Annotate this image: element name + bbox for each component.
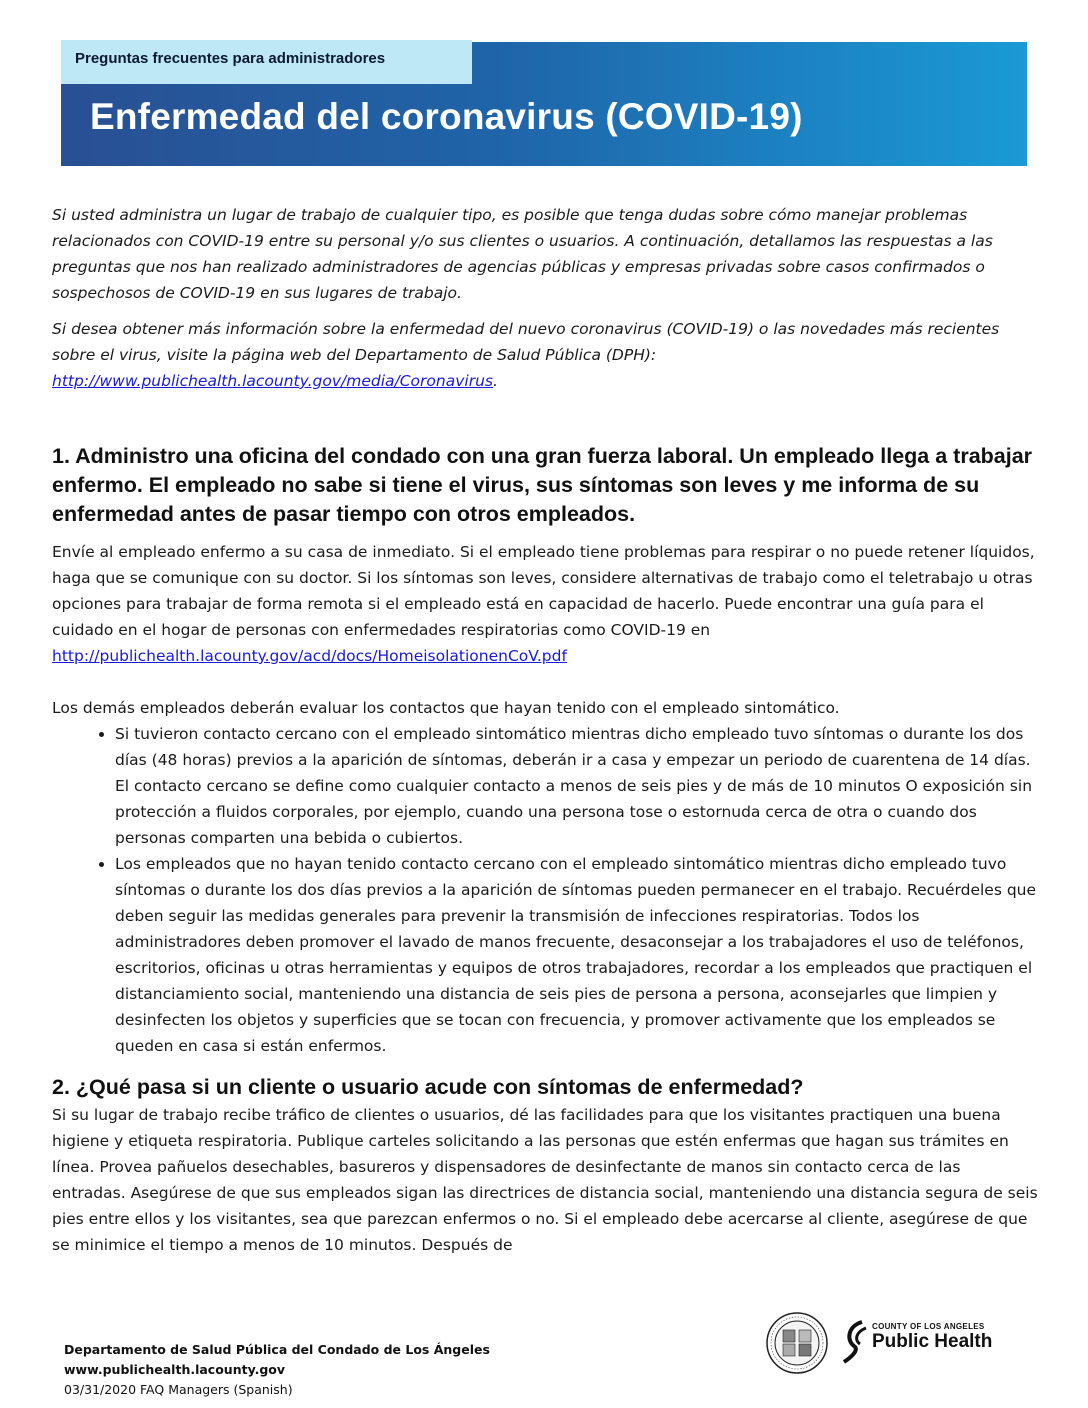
home-isolation-guide-link[interactable]: http://publichealth.lacounty.gov/acd/docs/HomeisolationenCoV.pdf — [52, 647, 567, 665]
footer-doc-id: 03/31/2020 FAQ Managers (Spanish) — [64, 1382, 293, 1397]
question-1-heading: 1. Administro una oficina del condado con una gran fuerza laboral. Un empleado llega a trabajar enfermo. El empleado no sabe si tiene el virus, sus síntomas son leves y me informa de su enfermedad antes de pasar tiempo con otros empleados. — [52, 444, 1033, 526]
question-1-answer — [52, 539, 1038, 669]
county-seal-icon — [766, 1312, 828, 1374]
footer-department: Departamento de Salud Pública del Condado de Los Ángeles — [64, 1342, 490, 1357]
question-1-answer-text: Envíe al empleado enfermo a su casa de inmediato. Si el empleado tiene problemas para respirar o no puede retener líquidos, haga que se comunique con su doctor. Si los síntomas son leves, considere alternativas de trabajo como el teletrabajo u otras opciones para trabajar de forma remota si el empleado está en capacidad de hacerlo. Puede encontrar una guía para el cuidado en el hogar de personas con enfermedades respiratorias como COVID-19 en — [52, 543, 1035, 639]
intro-more-info — [52, 316, 1038, 394]
footer-website: www.publichealth.lacounty.gov — [64, 1362, 286, 1377]
list-item: • Los empleados que no hayan tenido contacto cercano con el empleado sintomático mientras dicho empleado tuvo síntomas o durante los dos días previos a la aparición de síntomas pueden permanecer en el trabajo. Recuérdeles que deben seguir las medidas generales para prevenir la transmisión de infecciones respiratorias. Todos los administradores deben promover el lavado de manos frecuente, desaconsejar a los trabajadores el uso de teléfonos, escritorios, oficinas u otras herramientas y equipos de otros trabajadores, recordar a los empleados que practiquen el distanciamiento social, manteniendo una distancia de seis pies de persona a persona, aconsejarles que limpien y desinfecten los objetos y superficies que se tocan con frecuencia, y promover activamente que los empleados se queden en casa si están enfermos. — [115, 851, 1038, 1059]
page-title: Enfermedad del coronavirus (COVID-19) — [90, 96, 803, 137]
intro-more-info-text: Si desea obtener más información sobre la enfermedad del nuevo coronavirus (COVID-19) o las novedades más recientes sobre el virus, visite la página web del Departamento de Salud Pública (DPH): — [52, 320, 1000, 364]
intro-period: . — [492, 372, 498, 390]
public-health-logo-name: Public Health — [872, 1331, 993, 1352]
list-item: • Si tuvieron contacto cercano con el empleado sintomático mientras dicho empleado tuvo síntomas o durante los dos días (48 horas) previos a la aparición de síntomas, deberán ir a casa y empezar un periodo de cuarentena de 14 días. El contacto cercano se define como cualquier contacto a menos de seis pies y de más de 10 minutos O exposición sin protección a fluidos corporales, por ejemplo, cuando una persona tose o estornuda cerca de otra o cuando dos personas comparten una bebida o cubiertos. — [115, 721, 1038, 851]
public-health-logo-icon — [842, 1320, 870, 1364]
header-tag: Preguntas frecuentes para administradores — [61, 40, 472, 84]
main-content — [52, 202, 1038, 1254]
public-health-logo-county: COUNTY OF LOS ANGELES — [872, 1322, 985, 1331]
intro-paragraph: Si usted administra un lugar de trabajo de cualquier tipo, es posible que tenga dudas sobre cómo manejar problemas relacionados con COVID-19 entre su personal y/o sus clientes o usuarios. A continuación, detallamos las respuestas a las preguntas que nos han realizado administradores de agencias públicas y empresas privadas sobre casos confirmados o sospechosos de COVID-19 en sus lugares de trabajo. — [52, 206, 993, 302]
question-1-bullets — [52, 721, 1038, 1059]
footer-text — [64, 1340, 490, 1400]
question-2-answer: Si su lugar de trabajo recibe tráfico de clientes o usuarios, dé las facilidades para que los visitantes practiquen una buena higiene y etiqueta respiratoria. Publique carteles solicitando a las personas que estén enfermas que hagan sus trámites en línea. Provea pañuelos desechables, basureros y dispensadores de desinfectante de manos sin contacto cerca de las entradas. Asegúrese de que sus empleados sigan las directrices de distancia social, manteniendo una distancia segura de seis pies entre ellos y los visitantes, sea que parezcan enfermos o no. Si el empleado debe acercarse al cliente, asegúrese de que se minimice el tiempo a menos de 10 minutos. Después de — [52, 1106, 1038, 1254]
coronavirus-page-link[interactable]: http://www.publichealth.lacounty.gov/media/Coronavirus — [52, 372, 493, 390]
question-1-contacts: Los demás empleados deberán evaluar los contactos que hayan tenido con el empleado sintomático. — [52, 699, 840, 717]
public-health-logo — [842, 1318, 992, 1366]
question-2-heading: 2. ¿Qué pasa si un cliente o usuario acude con síntomas de enfermedad? — [52, 1075, 804, 1099]
